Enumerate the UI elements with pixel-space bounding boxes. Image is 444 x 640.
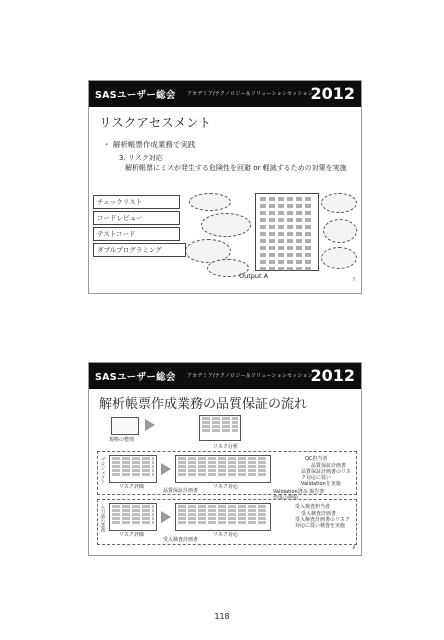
caption-risk-evaluation-2: リスク評価 bbox=[119, 532, 144, 538]
year-mark: 2012 bbox=[310, 366, 355, 385]
row-1-label: プロジェクト bbox=[100, 457, 105, 484]
sub-item-heading: 3. リスク対応 bbox=[119, 154, 163, 162]
output-label: Output A bbox=[239, 272, 269, 280]
row-2-label: 入力値の業務 bbox=[100, 505, 105, 532]
slide-page-number: 7 bbox=[352, 277, 355, 282]
qc-review-text: 品質保証計画書のリスク対応に従いValidationを実施 bbox=[301, 469, 351, 487]
page-number: 118 bbox=[214, 612, 230, 621]
cloud-shape bbox=[189, 193, 231, 211]
slide-title: リスクアセスメント bbox=[99, 115, 212, 130]
risk-evaluation-table-2 bbox=[109, 503, 157, 531]
label-test-code: テストコード bbox=[93, 227, 180, 241]
qc-staff-label: QC担当者 bbox=[305, 456, 328, 462]
label-checklist: チェックリスト bbox=[93, 195, 180, 209]
slide-banner bbox=[89, 81, 361, 107]
risk-response-table-1 bbox=[175, 455, 271, 483]
slide-title: 解析帳票作成業務の品質保証の流れ bbox=[99, 397, 308, 412]
arrow-right-icon bbox=[161, 511, 171, 523]
entry-check-label: 受入検査計画書 bbox=[301, 511, 337, 517]
cloud-shape bbox=[321, 247, 357, 269]
bullet-text: ・ 解析帳票作成業務で実践 bbox=[103, 140, 196, 149]
label-double-programming: ダブルプログラミング bbox=[93, 243, 186, 257]
brand-logo-text: SASユーザー総会 bbox=[95, 372, 176, 383]
validation-note: Validation済み 報告書作成の開始 bbox=[273, 489, 325, 501]
caption-risk-evaluation-1: リスク評価 bbox=[119, 484, 144, 490]
documents-stack-image bbox=[111, 417, 139, 435]
caption-risk-response-2: リスク対応 bbox=[213, 532, 238, 538]
caption-standards: 規格の整理 bbox=[109, 437, 135, 443]
qc-document-label: 品質保証計画書 bbox=[311, 463, 347, 469]
slide-banner bbox=[89, 363, 361, 389]
entry-review-text: 受入検査計画書のリスク対応に従い検査を実施 bbox=[295, 517, 350, 529]
brand-logo-text: SASユーザー総会 bbox=[95, 90, 176, 101]
cloud-shape bbox=[201, 213, 251, 237]
cloud-shape bbox=[323, 219, 357, 243]
caption-entry-plan: 受入検査計画書 bbox=[163, 537, 199, 543]
slide-risk-assessment bbox=[88, 80, 362, 294]
risk-response-table-2 bbox=[175, 503, 271, 531]
cloud-shape bbox=[321, 193, 357, 213]
risk-analysis-table bbox=[199, 415, 241, 441]
sub-item-text: 解析帳票にミスが発生する危険性を回避 or 軽減するための対策を実施 bbox=[125, 164, 347, 172]
banner-subtitle: アカデミア/テクノロジー＆ソリューションセッション bbox=[187, 373, 313, 379]
arrow-right-icon bbox=[161, 463, 171, 475]
entry-staff-label: 受入検査担当者 bbox=[295, 504, 331, 510]
slide-page-number: 8 bbox=[352, 545, 355, 550]
slide-quality-assurance-flow bbox=[88, 362, 362, 556]
arrow-right-icon bbox=[145, 419, 155, 431]
caption-risk-analysis: リスク分析 bbox=[213, 444, 238, 450]
output-document-image bbox=[255, 193, 319, 271]
caption-quality-plan: 品質保証計画書 bbox=[163, 488, 199, 494]
risk-evaluation-table-1 bbox=[109, 455, 157, 483]
year-mark: 2012 bbox=[310, 84, 355, 103]
label-code-review: コードレビュー bbox=[93, 211, 180, 225]
caption-risk-response-1: リスク対応 bbox=[213, 484, 238, 490]
banner-subtitle: アカデミア/テクノロジー＆ソリューションセッション bbox=[187, 91, 313, 97]
